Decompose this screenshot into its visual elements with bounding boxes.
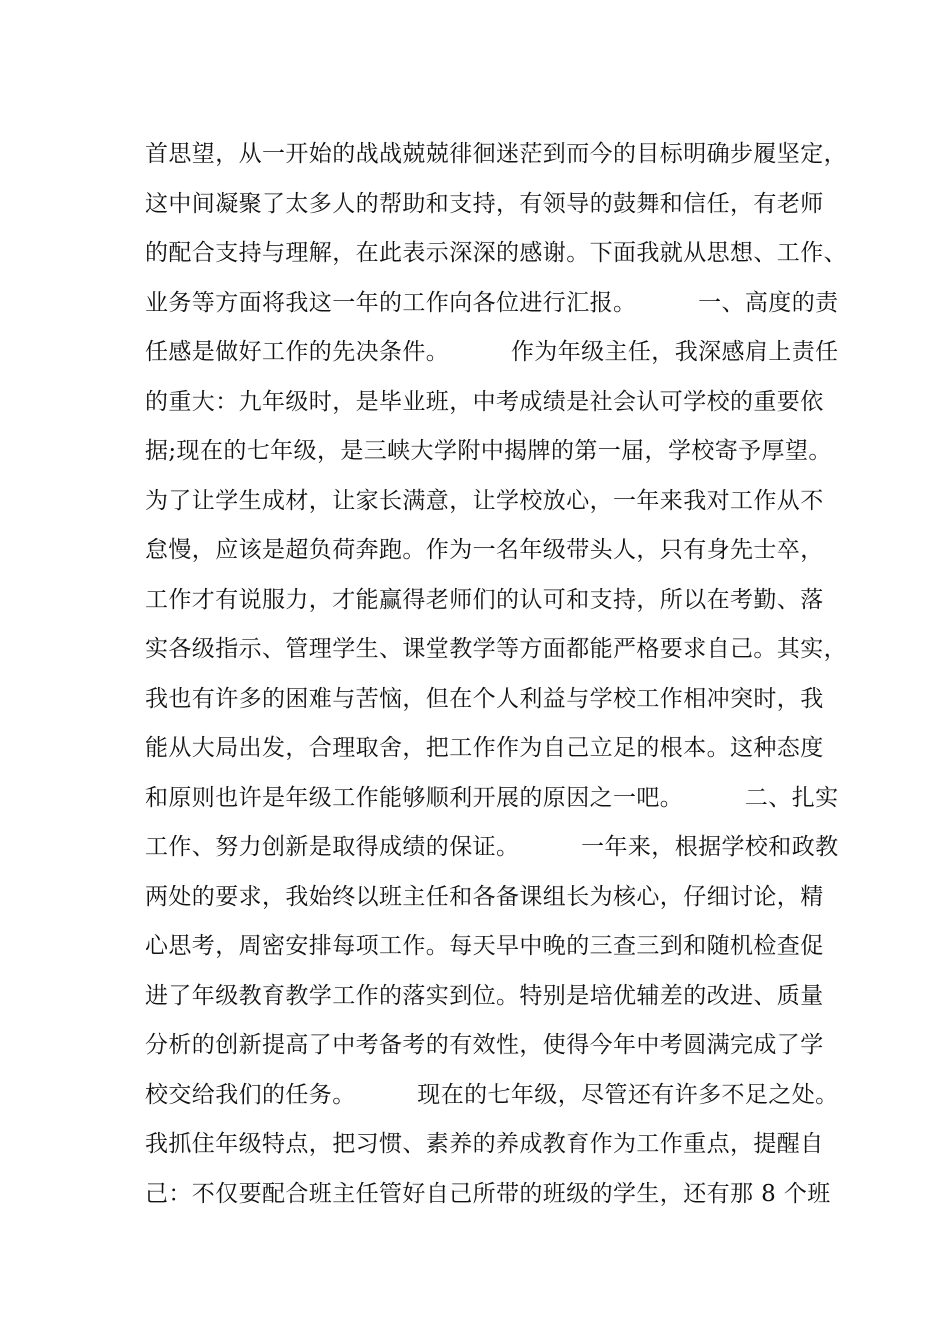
text-line: 心思考，周密安排每项工作。每天早中晚的三查三到和随机检查促: [145, 933, 824, 959]
text-line: 进了年级教育教学工作的落实到位。特别是培优辅差的改进、质量: [145, 982, 824, 1009]
text-line: 我抓住年级特点，把习惯、素养的养成教育作为工作重点，提醒自: [145, 1131, 824, 1157]
text-line: 己：不仅要配合班主任管好自己所带的班级的学生，还有那 8 个班: [145, 1180, 831, 1207]
text-line: 据;现在的七年级，是三峡大学附中揭牌的第一届，学校寄予厚望。: [145, 438, 832, 464]
text-line: 两处的要求，我始终以班主任和各备课组长为核心，仔细讨论，精: [145, 883, 824, 910]
text-line: 首思望，从一开始的战战兢兢徘徊迷茫到而今的目标明确步履坚定，: [145, 141, 847, 167]
text-line: 实各级指示、管理学生、课堂教学等方面都能严格要求自己。其实，: [145, 636, 847, 662]
text-line: 工作才有说服力，才能赢得老师们的认可和支持，所以在考勤、落: [145, 586, 824, 613]
text-line: 怠慢，应该是超负荷奔跑。作为一名年级带头人，只有身先士卒，: [145, 537, 824, 563]
text-line: 的重大：九年级时，是毕业班，中考成绩是社会认可学校的重要依: [145, 388, 824, 415]
text-line: 我也有许多的困难与苦恼，但在个人利益与学校工作相冲突时，我: [145, 685, 824, 712]
text-line: 任感是做好工作的先决条件。 作为年级主任，我深感肩上责任: [145, 339, 839, 365]
body-text: [145, 130, 845, 1219]
text-line: 和原则也许是年级工作能够顺利开展的原因之一吧。 二、扎实: [145, 784, 839, 811]
text-line: 能从大局出发，合理取舍，把工作作为自己立足的根本。这种态度: [145, 735, 824, 761]
text-line: 分析的创新提高了中考备考的有效性，使得今年中考圆满完成了学: [145, 1032, 824, 1058]
text-line: 为了让学生成材，让家长满意，让学校放心，一年来我对工作从不: [145, 487, 824, 514]
text-line: 业务等方面将我这一年的工作向各位进行汇报。 一、高度的责: [145, 289, 839, 316]
text-line: 工作、努力创新是取得成绩的保证。 一年来，根据学校和政教: [145, 834, 839, 860]
text-line: 的配合支持与理解，在此表示深深的感谢。下面我就从思想、工作、: [145, 240, 847, 266]
text-line: 这中间凝聚了太多人的帮助和支持，有领导的鼓舞和信任，有老师: [145, 190, 824, 217]
text-line: 校交给我们的任务。 现在的七年级，尽管还有许多不足之处。: [145, 1081, 839, 1108]
